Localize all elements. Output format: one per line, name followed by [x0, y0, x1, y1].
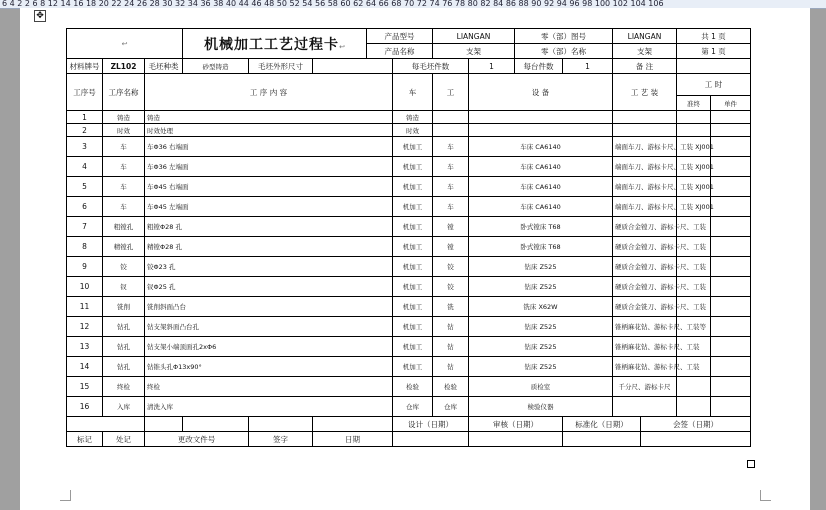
- process-unit-time[interactable]: [711, 197, 751, 217]
- process-name[interactable]: 车: [103, 157, 145, 177]
- process-name[interactable]: 钻孔: [103, 337, 145, 357]
- sign-empty-cell[interactable]: [641, 432, 751, 447]
- process-workshop[interactable]: 时效: [393, 124, 433, 137]
- table-row: [67, 377, 751, 397]
- page-unit: 页: [718, 46, 726, 56]
- process-content[interactable]: 铣削斜面凸台: [145, 297, 393, 317]
- process-workshop[interactable]: 机加工: [393, 217, 433, 237]
- process-unit-time[interactable]: [711, 257, 751, 277]
- part-name-label: 零（部）名称: [515, 44, 613, 59]
- table-row: [67, 317, 751, 337]
- total-unit: 页: [718, 31, 726, 41]
- col-header-content: 工 序 内 容: [145, 74, 393, 111]
- process-no[interactable]: 14: [67, 357, 103, 377]
- process-content[interactable]: 车Φ36 右端面: [145, 137, 393, 157]
- table-row: [67, 157, 751, 177]
- process-unit-time[interactable]: [711, 217, 751, 237]
- process-equipment[interactable]: 铣床 X62W: [469, 297, 613, 317]
- process-workshop[interactable]: 机加工: [393, 357, 433, 377]
- process-equipment[interactable]: 検验仪器: [469, 397, 613, 417]
- mark-label[interactable]: 标记: [67, 432, 103, 447]
- process-content[interactable]: 铰Φ23 孔: [145, 257, 393, 277]
- place-label[interactable]: 处记: [103, 432, 145, 447]
- process-equipment[interactable]: 车床 CA6140: [469, 137, 613, 157]
- process-content[interactable]: 钻锥头孔Φ13x90°: [145, 357, 393, 377]
- process-no[interactable]: 7: [67, 217, 103, 237]
- process-prep-time[interactable]: [677, 397, 711, 417]
- per-blank-label: 每毛坯件数: [393, 59, 469, 74]
- process-name[interactable]: 粗镗孔: [103, 217, 145, 237]
- process-tooling[interactable]: 锥柄麻花钻、游标卡尺、工装等: [613, 317, 677, 337]
- col-header-unit: 单件: [711, 96, 751, 111]
- process-content[interactable]: 车Φ36 左端面: [145, 157, 393, 177]
- process-no[interactable]: 16: [67, 397, 103, 417]
- process-workshop[interactable]: 机加工: [393, 197, 433, 217]
- sign-empty-cell[interactable]: [313, 417, 393, 432]
- table-resize-handle[interactable]: [747, 460, 755, 468]
- process-name[interactable]: 时效: [103, 124, 145, 137]
- process-unit-time[interactable]: [711, 397, 751, 417]
- process-no[interactable]: 11: [67, 297, 103, 317]
- process-unit-time[interactable]: [711, 177, 751, 197]
- process-tooling[interactable]: 硬质合金镗刀、游标卡尺、工装: [613, 237, 677, 257]
- margin-corner-bottom-right: [760, 490, 771, 501]
- sign-empty-cell[interactable]: [563, 432, 641, 447]
- blank-kind-label: 毛坯种类: [145, 59, 183, 74]
- process-content[interactable]: 车Φ45 左端面: [145, 197, 393, 217]
- process-section[interactable]: 车: [433, 137, 469, 157]
- process-section[interactable]: 钻: [433, 337, 469, 357]
- process-no[interactable]: 15: [67, 377, 103, 397]
- product-model-label: 产品型号: [367, 29, 433, 44]
- process-workshop[interactable]: 机加工: [393, 337, 433, 357]
- material-value[interactable]: ZL102: [103, 59, 145, 74]
- process-name[interactable]: 钻孔: [103, 317, 145, 337]
- process-no[interactable]: 4: [67, 157, 103, 177]
- table-row: [67, 257, 751, 277]
- material-row: [67, 59, 751, 74]
- process-name[interactable]: 铸造: [103, 111, 145, 124]
- sign-row-2: [67, 432, 751, 447]
- page-no-cell[interactable]: [677, 44, 751, 59]
- process-name[interactable]: 钻孔: [103, 357, 145, 377]
- process-workshop[interactable]: 仓库: [393, 397, 433, 417]
- process-unit-time[interactable]: [711, 337, 751, 357]
- process-tooling[interactable]: 锥柄麻花钻、游标卡尺、工装: [613, 357, 677, 377]
- process-no[interactable]: 10: [67, 277, 103, 297]
- blank-size-value[interactable]: [313, 59, 393, 74]
- process-tooling[interactable]: [613, 124, 677, 137]
- col-header-equipment: 设 备: [469, 74, 613, 111]
- process-section[interactable]: 仓库: [433, 397, 469, 417]
- process-workshop[interactable]: 机加工: [393, 157, 433, 177]
- process-equipment[interactable]: 卧式镗床 T68: [469, 237, 613, 257]
- process-tooling[interactable]: 端面车刀、游标卡尺、工装 XJ001: [613, 177, 677, 197]
- product-name-value[interactable]: 支架: [433, 44, 515, 59]
- process-section[interactable]: 铰: [433, 257, 469, 277]
- process-content[interactable]: 清洗入库: [145, 397, 393, 417]
- product-model-value[interactable]: LIANGAN: [433, 29, 515, 44]
- process-equipment[interactable]: 车床 CA6140: [469, 157, 613, 177]
- table-row: [67, 337, 751, 357]
- sign-empty-cell[interactable]: [469, 432, 563, 447]
- process-unit-time[interactable]: [711, 277, 751, 297]
- part-name-value[interactable]: 支架: [613, 44, 677, 59]
- process-equipment[interactable]: 钻床 Z525: [469, 317, 613, 337]
- blank-kind-value[interactable]: 砂型铸造: [183, 59, 249, 74]
- sign-row-1: [67, 417, 751, 432]
- blank-size-label: 毛坯外形尺寸: [249, 59, 313, 74]
- total-pages-cell[interactable]: [677, 29, 751, 44]
- process-prep-time[interactable]: [677, 377, 711, 397]
- col-header-no: 工序号: [67, 74, 103, 111]
- process-workshop[interactable]: 机加工: [393, 177, 433, 197]
- process-content[interactable]: 精镗Φ28 孔: [145, 237, 393, 257]
- process-workshop[interactable]: 机加工: [393, 237, 433, 257]
- process-section[interactable]: 车: [433, 157, 469, 177]
- process-section[interactable]: 车: [433, 177, 469, 197]
- process-tooling[interactable]: 锥柄麻花钻、游标卡尺、工装: [613, 337, 677, 357]
- column-header-row: [67, 74, 751, 96]
- table-row: [67, 124, 751, 137]
- process-prep-time[interactable]: [677, 124, 711, 137]
- col-header-prep: 准终: [677, 96, 711, 111]
- process-section[interactable]: 检验: [433, 377, 469, 397]
- table-move-handle-icon[interactable]: ✥: [34, 10, 46, 22]
- total-label: 共: [701, 31, 709, 41]
- process-name[interactable]: 车: [103, 177, 145, 197]
- paragraph-mark: ↩: [339, 42, 345, 51]
- process-content[interactable]: 钻支架小端顶面孔2xΦ6: [145, 337, 393, 357]
- process-unit-time[interactable]: [711, 237, 751, 257]
- part-no-value[interactable]: LIANGAN: [613, 29, 677, 44]
- process-rows: [67, 111, 751, 417]
- page-no-value: 1: [711, 46, 716, 56]
- process-tooling[interactable]: 硬质合金镗刀、游标卡尺、工装: [613, 217, 677, 237]
- process-no[interactable]: 2: [67, 124, 103, 137]
- page-label: 第: [701, 46, 709, 56]
- process-workshop[interactable]: 铸造: [393, 111, 433, 124]
- process-name[interactable]: 入库: [103, 397, 145, 417]
- process-workshop[interactable]: 机加工: [393, 277, 433, 297]
- header-empty-cell[interactable]: ↩: [67, 29, 183, 59]
- part-no-label: 零（部）图号: [515, 29, 613, 44]
- process-section[interactable]: [433, 111, 469, 124]
- process-content[interactable]: 钗Φ25 孔: [145, 277, 393, 297]
- process-tooling[interactable]: 千分尺、游标卡尺: [613, 377, 677, 397]
- ruler-scale: 6 4 2 2 6 8 12 14 16 18 20 22 24 26 28 30 32 34 36 38 40 44 46 48 50 52 54 56 58 60 62 64 66 68 70 72 74 76 78 80 82 84 86 88 90 92 94 96 98 100 102 104 106: [2, 0, 664, 8]
- process-equipment[interactable]: 钻床 Z525: [469, 257, 613, 277]
- design-date-label[interactable]: 设计（日期）: [393, 417, 469, 432]
- process-section[interactable]: 钻: [433, 317, 469, 337]
- process-name[interactable]: 钗: [103, 277, 145, 297]
- process-no[interactable]: 12: [67, 317, 103, 337]
- process-name[interactable]: 车: [103, 197, 145, 217]
- process-section[interactable]: [433, 124, 469, 137]
- process-section[interactable]: 镗: [433, 237, 469, 257]
- process-tooling[interactable]: 硬质合金镗刀、游标卡尺、工装: [613, 277, 677, 297]
- process-tooling[interactable]: 硬质合金镗刀、游标卡尺、工装: [613, 257, 677, 277]
- process-card-table[interactable]: [66, 28, 751, 447]
- table-row: [67, 217, 751, 237]
- countersign-date-label[interactable]: 会签（日期）: [641, 417, 751, 432]
- col-header-section: 工: [433, 74, 469, 111]
- col-header-name: 工序名称: [103, 74, 145, 111]
- process-no[interactable]: 9: [67, 257, 103, 277]
- col-header-workshop: 车: [393, 74, 433, 111]
- process-equipment[interactable]: [469, 111, 613, 124]
- process-name[interactable]: 铰: [103, 257, 145, 277]
- table-row: [67, 111, 751, 124]
- process-section[interactable]: 铰: [433, 277, 469, 297]
- note-label: 备 注: [613, 59, 677, 74]
- process-unit-time[interactable]: [711, 377, 751, 397]
- process-equipment[interactable]: 车床 CA6140: [469, 197, 613, 217]
- process-tooling[interactable]: 端面车刀、游标卡尺、工装 XJ001: [613, 157, 677, 177]
- process-content[interactable]: 时效处理: [145, 124, 393, 137]
- per-unit-label: 每台件数: [515, 59, 563, 74]
- process-unit-time[interactable]: [711, 297, 751, 317]
- process-section[interactable]: 镗: [433, 217, 469, 237]
- table-row: [67, 297, 751, 317]
- process-content[interactable]: 钻支架斜面凸台孔: [145, 317, 393, 337]
- process-unit-time[interactable]: [711, 157, 751, 177]
- process-equipment[interactable]: 车床 CA6140: [469, 177, 613, 197]
- process-no[interactable]: 3: [67, 137, 103, 157]
- process-tooling[interactable]: [613, 111, 677, 124]
- total-pages-value: 1: [711, 31, 716, 41]
- process-content[interactable]: 粗镗Φ28 孔: [145, 217, 393, 237]
- process-tooling[interactable]: 端面车刀、游标卡尺、工装 XJ001: [613, 197, 677, 217]
- table-row: [67, 197, 751, 217]
- process-section[interactable]: 钻: [433, 357, 469, 377]
- process-unit-time[interactable]: [711, 317, 751, 337]
- process-content[interactable]: 终检: [145, 377, 393, 397]
- header-row-1: [67, 29, 751, 44]
- process-prep-time[interactable]: [677, 111, 711, 124]
- sign-empty-cell[interactable]: [183, 417, 249, 432]
- process-no[interactable]: 6: [67, 197, 103, 217]
- table-row: [67, 397, 751, 417]
- sign-empty-cell[interactable]: [249, 417, 313, 432]
- process-content[interactable]: 铸造: [145, 111, 393, 124]
- sign-empty-cell[interactable]: [67, 417, 145, 432]
- per-blank-value[interactable]: 1: [469, 59, 515, 74]
- process-content[interactable]: 车Φ45 右端面: [145, 177, 393, 197]
- process-no[interactable]: 5: [67, 177, 103, 197]
- process-workshop[interactable]: 机加工: [393, 297, 433, 317]
- process-equipment[interactable]: 钻床 Z525: [469, 277, 613, 297]
- process-section[interactable]: 铣: [433, 297, 469, 317]
- table-row: [67, 137, 751, 157]
- process-workshop[interactable]: 检验: [393, 377, 433, 397]
- process-workshop[interactable]: 机加工: [393, 317, 433, 337]
- process-unit-time[interactable]: [711, 124, 751, 137]
- process-workshop[interactable]: 机加工: [393, 137, 433, 157]
- process-equipment[interactable]: 卧式镗床 T68: [469, 217, 613, 237]
- process-workshop[interactable]: 机加工: [393, 257, 433, 277]
- process-tooling[interactable]: 硬质合金铣刀、游标卡尺、工装: [613, 297, 677, 317]
- margin-corner-bottom-left: [60, 490, 71, 501]
- product-name-label: 产品名称: [367, 44, 433, 59]
- table-row: [67, 237, 751, 257]
- date-label[interactable]: 日期: [313, 432, 393, 447]
- standard-date-label[interactable]: 标准化（日期）: [563, 417, 641, 432]
- sign-empty-cell[interactable]: [393, 432, 469, 447]
- process-equipment[interactable]: 钻床 Z525: [469, 337, 613, 357]
- process-section[interactable]: 车: [433, 197, 469, 217]
- sign-empty-cell[interactable]: [145, 417, 183, 432]
- process-tooling[interactable]: 端面车刀、游标卡尺、工装 XJ001: [613, 137, 677, 157]
- process-no[interactable]: 1: [67, 111, 103, 124]
- process-name[interactable]: 精镗孔: [103, 237, 145, 257]
- material-label: 材料牌号: [67, 59, 103, 74]
- col-header-tooling: 工 艺 装: [613, 74, 677, 111]
- process-name[interactable]: 终检: [103, 377, 145, 397]
- table-row: [67, 177, 751, 197]
- process-unit-time[interactable]: [711, 137, 751, 157]
- process-no[interactable]: 8: [67, 237, 103, 257]
- process-equipment[interactable]: 钻床 Z525: [469, 357, 613, 377]
- card-title: 机械加工工艺过程卡: [204, 36, 340, 53]
- title-cell[interactable]: [183, 29, 367, 59]
- process-equipment[interactable]: [469, 124, 613, 137]
- process-name[interactable]: 车: [103, 137, 145, 157]
- process-unit-time[interactable]: [711, 111, 751, 124]
- doc-no-label[interactable]: 更改文件号: [145, 432, 249, 447]
- col-header-time: 工 时: [677, 74, 751, 96]
- note-value[interactable]: [677, 59, 751, 74]
- per-unit-value[interactable]: 1: [563, 59, 613, 74]
- process-equipment[interactable]: 质检室: [469, 377, 613, 397]
- review-date-label[interactable]: 审核（日期）: [469, 417, 563, 432]
- process-unit-time[interactable]: [711, 357, 751, 377]
- process-name[interactable]: 铣削: [103, 297, 145, 317]
- table-row: [67, 277, 751, 297]
- process-no[interactable]: 13: [67, 337, 103, 357]
- sign-label[interactable]: 签字: [249, 432, 313, 447]
- process-tooling[interactable]: [613, 397, 677, 417]
- table-row: [67, 357, 751, 377]
